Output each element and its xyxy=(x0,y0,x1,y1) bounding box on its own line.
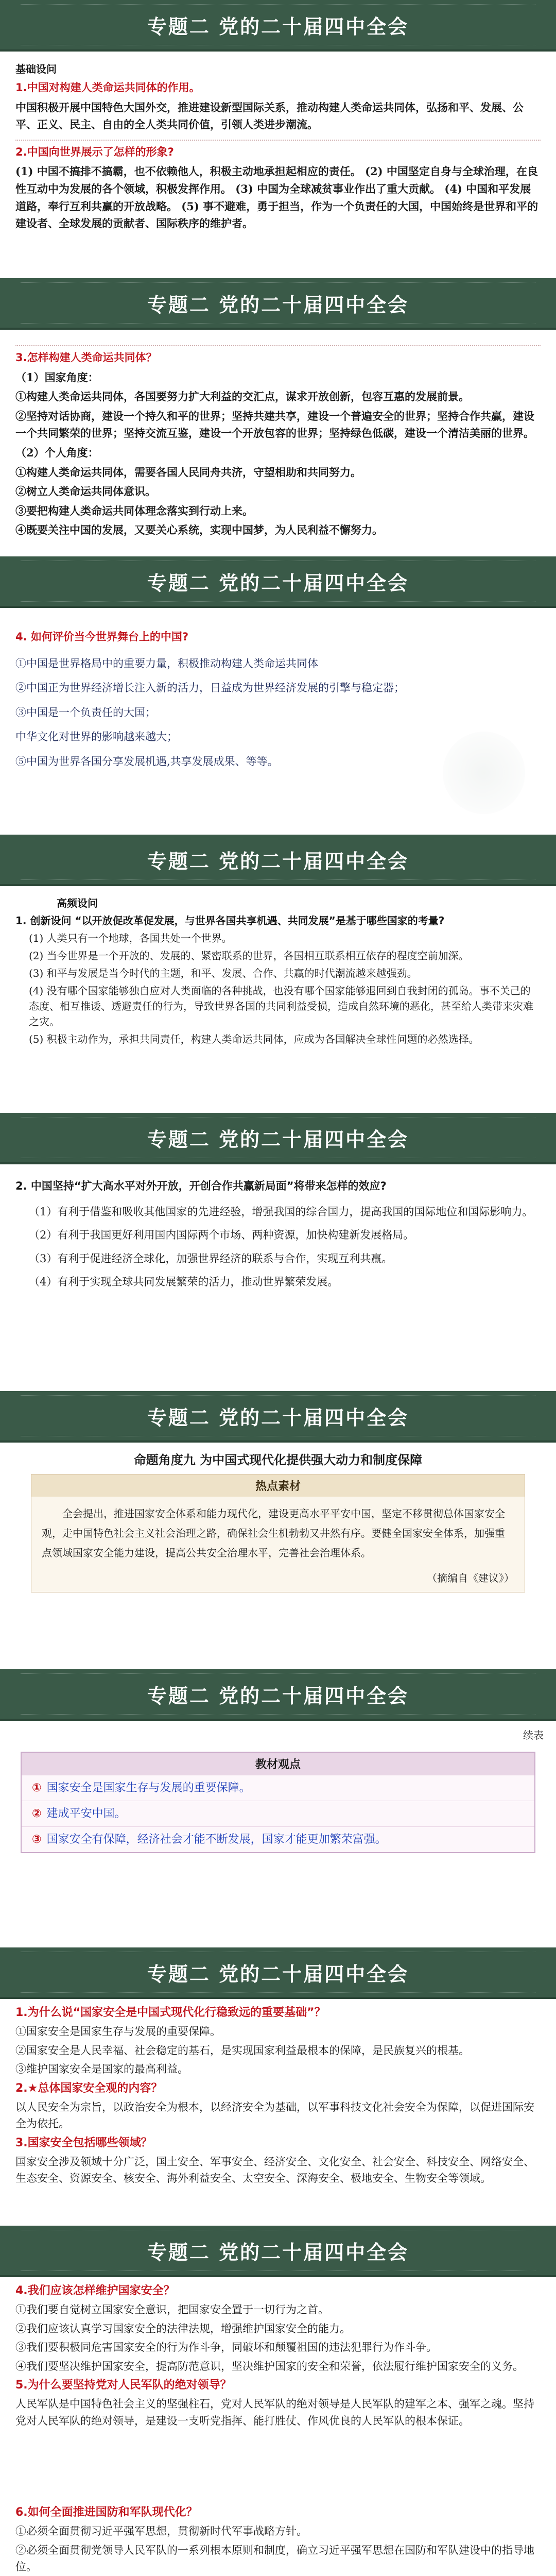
slide-6 xyxy=(0,1391,556,1669)
answer-line: (4) 没有哪个国家能够独自应对人类面临的各种挑战，也没有哪个国家能够退回到自我封闭的孤岛。事不关己的态度、相互推诿、透避责任的行为，导致世界各国的共同利益受损，造成自然环境的恶化，甚至给人类带来灾难之灾。 xyxy=(29,985,533,1028)
question: 4. 如何评价当今世界舞台上的中国? xyxy=(15,631,189,643)
answer-line: 中华文化对世界的影响越来越大； xyxy=(15,731,178,743)
hot-material-source: （摘编自《建议》） xyxy=(427,1572,514,1584)
view-item xyxy=(22,1801,534,1826)
slide-content xyxy=(0,2504,556,2576)
slide-10 xyxy=(0,2504,556,2576)
divider xyxy=(15,342,541,346)
question: 1. 创新设问 “以开放促改革促发展，与世界各国共享机遇、共同发展”是基于哪些国家的考量? xyxy=(15,914,445,927)
answer-line: ③维护国家安全是国家的最高利益。 xyxy=(15,2063,188,2076)
hot-material-text: 全会提出，推进国家安全体系和能力现代化，建设更高水平平安中国，坚定不移贯彻总体国家安全观，走中国特色社会主义社会治理之路，确保社会生机勃勃又井然有序。要健全国家安全体系，加强重点领域国家安全能力建设，提高公共安全治理水平，完善社会治理体系。 xyxy=(42,1507,505,1559)
question: 2.中国向世界展示了怎样的形象? xyxy=(15,145,174,158)
answer-line: (5) 积极主动作为，承担共同责任，构建人类命运共同体，应成为各国解决全球性问题的必然选择。 xyxy=(29,1033,479,1045)
question: 2.★总体国家安全观的内容？ xyxy=(15,2081,163,2095)
question: 1.中国对构建人类命运共同体的作用。 xyxy=(15,81,200,94)
slide-3 xyxy=(0,556,556,835)
answer-line: ③我们要积极同危害国家安全的行为作斗争，同破坏和颠覆祖国的违法犯罪行为作斗争。 xyxy=(15,2341,437,2354)
answer-line: ①必须全面贯彻习近平强军思想，贯彻新时代军事战略方针。 xyxy=(15,2525,307,2537)
banner-title: 专题二 党的二十届四中全会 xyxy=(147,1128,409,1151)
banner-title: 专题二 党的二十届四中全会 xyxy=(147,1684,409,1707)
answer: 以人民安全为宗旨，以政治安全为根本，以经济安全为基础，以军事科技文化社会安全为保障，以促进国际安全为依托。 xyxy=(15,2100,534,2130)
answer-line: （1）国家角度： xyxy=(15,370,99,384)
slide-7 xyxy=(0,1669,556,1947)
view-item-number: ② xyxy=(32,1807,42,1820)
slide-9 xyxy=(0,2226,556,2504)
slide-banner xyxy=(0,2226,556,2277)
slide-content xyxy=(0,52,556,240)
answer-line: ①国家安全是国家生存与发展的重要保障。 xyxy=(15,2025,221,2038)
answer-line: ③中国是一个负责任的大国； xyxy=(15,706,156,719)
slide-banner xyxy=(0,0,556,52)
answer-line: ③要把构建人类命运共同体理念落实到行动上来。 xyxy=(15,504,253,517)
slide-banner xyxy=(0,1669,556,1721)
slide-content xyxy=(0,2277,556,2436)
slide-content xyxy=(0,886,556,1054)
banner-title: 专题二 党的二十届四中全会 xyxy=(147,15,409,38)
banner-title: 专题二 党的二十届四中全会 xyxy=(147,850,409,873)
answer-line: ①我们要自觉树立国家安全意识，把国家安全置于一切行为之首。 xyxy=(15,2303,329,2316)
slide-2 xyxy=(0,278,556,556)
slide-5 xyxy=(0,1113,556,1391)
answer-line: （2）个人角度： xyxy=(15,446,99,459)
answer: 国家安全涉及领域十分广泛，国土安全、军事安全、经济安全、文化安全、社会安全、科技安全、网络安全、生态安全、资源安全、核安全、海外利益安全、太空安全、深海安全、极地安全、生物安全等领域。 xyxy=(15,2155,534,2185)
answer: (1) 中国不搞排不搞霸，也不依赖他人，积极主动地承担起相应的责任。 (2) 中国坚定自身与全球治理，在良性互动中为发展的各个领域，积极发挥作用。 (3) 中国为全球减贫事业作出了重大贡献。 (4) 中国和平发展道路，奉行互利共赢的开放战略。 (5) 事不避难，勇于担当，作为一个负责任的大国，中国始终是世界和平的建设者、全球发展的贡献者、国际秩序的维护者。 xyxy=(15,165,538,230)
slide-content xyxy=(0,330,556,546)
answer: 中国积极开展中国特色大国外交，推进建设新型国际关系，推动构建人类命运共同体，弘扬和平、发展、公平、正义、民主、自由的全人类共同价值，引领人类进步潮流。 xyxy=(15,100,524,131)
answer-line: （2）有利于我国更好利用国内国际两个市场、两种资源，加快构建新发展格局。 xyxy=(29,1229,414,1242)
question: 2. 中国坚持“扩大高水平对外开放，开创合作共赢新局面”将带来怎样的效应? xyxy=(15,1180,387,1192)
question: 4.我们应该怎样维护国家安全？ xyxy=(15,2284,175,2297)
answer-line: ②我们应该认真学习国家安全的法律法规，增强维护国家安全的能力。 xyxy=(15,2322,351,2335)
view-item xyxy=(22,1826,534,1852)
question: 5.为什么要坚持党对人民军队的绝对领导？ xyxy=(15,2379,232,2392)
slide-banner xyxy=(0,835,556,886)
slide-content xyxy=(0,1999,556,2194)
question: 6.如何全面推进国防和军队现代化？ xyxy=(15,2506,198,2519)
view-item-number: ③ xyxy=(32,1833,42,1846)
banner-title: 专题二 党的二十届四中全会 xyxy=(147,293,409,316)
answer-line: ①构建人类命运共同体，各国要努力扩大利益的交汇点，谋求开放创新，包容互惠的发展前景。 xyxy=(15,390,470,403)
continue-label: 续表 xyxy=(523,1729,544,1741)
answer-line: ②中国正为世界经济增长注入新的活力，日益成为世界经济发展的引擎与稳定器； xyxy=(15,682,405,694)
hot-material-box xyxy=(31,1474,525,1592)
question: 3.怎样构建人类命运共同体？ xyxy=(15,351,157,364)
slide-content xyxy=(0,1164,556,1298)
section-tag: 高频设问 xyxy=(57,897,98,909)
divider xyxy=(15,137,541,141)
answer-line: （1）有利于借鉴和吸收其他国家的先进经验，增强我国的综合国力，提高我国的国际地位和国际影响力。 xyxy=(29,1205,533,1218)
hot-material-title: 热点素材 xyxy=(31,1475,525,1497)
slide-1 xyxy=(0,0,556,278)
banner-title: 专题二 党的二十届四中全会 xyxy=(147,571,409,595)
slide-banner xyxy=(0,1391,556,1443)
answer-line: (3) 和平与发展是当今时代的主题，和平、发展、合作、共赢的时代潮流越来越强劲。 xyxy=(29,967,418,979)
answer-line: (2) 当今世界是一个开放的、发展的、紧密联系的世界，各国相互联系相互依存的程度空前加深。 xyxy=(29,950,469,962)
topic-heading: 命题角度九 为中国式现代化提供强大动力和制度保障 xyxy=(133,1453,423,1467)
answer-line: （4）有利于实现全球共同发展繁荣的活力，推动世界繁荣发展。 xyxy=(29,1276,339,1289)
section-tag: 基础设问 xyxy=(15,63,57,75)
slide-banner xyxy=(0,278,556,330)
view-item xyxy=(22,1775,534,1801)
slide-banner xyxy=(0,556,556,608)
textbook-view-box xyxy=(21,1752,535,1853)
question: 3.国家安全包括哪些领域？ xyxy=(15,2136,152,2149)
slide-banner xyxy=(0,1113,556,1164)
answer-line: (1) 人类只有一个地球，各国共处一个世界。 xyxy=(29,932,232,944)
answer-line: ②坚持对话协商，建设一个持久和平的世界；坚持共建共享，建设一个普遍安全的世界；坚持合作共赢，建设一个共同繁荣的世界；坚持交流互鉴，建设一个开放包容的世界；坚持绿色低碳，建设一个清洁美丽的世界。 xyxy=(15,409,534,440)
slide-banner xyxy=(0,1947,556,1999)
question: 1.为什么说“国家安全是中国式现代化行稳致远的重要基础”？ xyxy=(15,2006,326,2019)
answer-line: ④既要关注中国的发展，又要关心系统，实现中国梦，为人民利益不懈努力。 xyxy=(15,523,383,537)
view-item-text: 国家安全有保障，经济社会才能不断发展，国家才能更加繁荣富强。 xyxy=(46,1833,387,1846)
banner-title: 专题二 党的二十届四中全会 xyxy=(147,2241,409,2264)
textbook-view-title: 教材观点 xyxy=(22,1753,534,1775)
answer-line: ①构建人类命运共同体，需要各国人民同舟共济，守望相助和共同努力。 xyxy=(15,465,361,479)
answer-line: （3）有利于促进经济全球化，加强世界经济的联系与合作，实现互利共赢。 xyxy=(29,1252,393,1265)
slide-content xyxy=(0,608,556,778)
answer-line: ⑤中国为世界各国分享发展机遇,共享发展成果、等等。 xyxy=(15,755,279,768)
banner-title: 专题二 党的二十届四中全会 xyxy=(147,1962,409,1986)
view-item-number: ① xyxy=(32,1782,42,1794)
slide-4 xyxy=(0,835,556,1113)
answer: 人民军队是中国特色社会主义的坚强柱石，党对人民军队的绝对领导是人民军队的建军之本、强军之魂。坚持党对人民军队的绝对领导，是建设一支听党指挥、能打胜仗、作风优良的人民军队的根本保证。 xyxy=(15,2398,534,2427)
slide-8 xyxy=(0,1947,556,2226)
view-item-text: 建成平安中国。 xyxy=(46,1807,126,1820)
answer-line: ②国家安全是人民幸福、社会稳定的基石，是实现国家利益最根本的保障，是民族复兴的根基。 xyxy=(15,2044,470,2057)
answer-line: ②必须全面贯彻党领导人民军队的一系列根本原则和制度，确立习近平强军思想在国防和军队建设中的指导地位。 xyxy=(15,2544,534,2573)
answer-line: ④我们要坚决维护国家安全，提高防范意识，坚决维护国家的安全和荣誉，依法履行维护国家安全的义务。 xyxy=(15,2360,524,2372)
banner-title: 专题二 党的二十届四中全会 xyxy=(147,1406,409,1429)
view-item-text: 国家安全是国家生存与发展的重要保障。 xyxy=(46,1782,251,1794)
answer-line: ①中国是世界格局中的重要力量，积极推动构建人类命运共同体 xyxy=(15,657,318,670)
answer-line: ②树立人类命运共同体意识。 xyxy=(15,485,156,498)
